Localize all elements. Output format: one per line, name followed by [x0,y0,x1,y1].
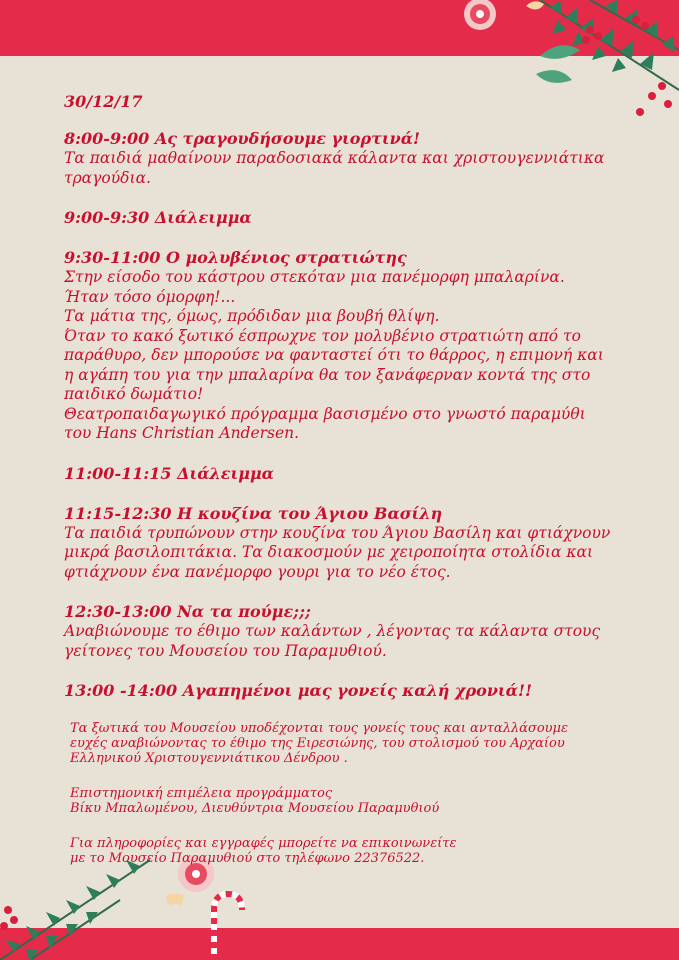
schedule-item-title: 8:00-9:00 Ας τραγουδήσουμε γιορτινά! [64,129,421,148]
notes-section [64,721,654,866]
schedule-item-description-line: παιδικό δωμάτιο! [64,385,204,403]
schedule-item-description-line: του Hans Christian Andersen. [64,424,300,442]
note-line: Για πληροφορίες και εγγραφές μπορείτε να επικοινωνείτε [70,836,457,851]
schedule-item [64,504,654,583]
schedule-item [64,129,654,188]
schedule-item-description-line: γείτονες του Μουσείου του Παραμυθιού. [64,641,387,660]
candy-icon [464,0,496,30]
program-content [64,92,654,886]
schedule-item [64,602,654,661]
schedule-item [64,681,654,701]
schedule-item [64,248,654,444]
schedule-list [64,129,654,701]
schedule-item-title: 9:30-11:00 Ο μολυβένιος στρατιώτης [64,248,407,267]
schedule-item-title: 11:00-11:15 Διάλειμμα [64,463,274,483]
schedule-item-title: 11:15-12:30 Η κουζίνα του Άγιου Βασίλη [64,503,443,523]
gift-bow-icon [166,894,184,906]
schedule-item-description-line: Τα παιδιά μαθαίνουν παραδοσιακά κάλαντα και χριστουγεννιάτικα [64,149,605,167]
note-line: Επιστημονική επιμέλεια προγράμματος [70,786,333,801]
note-line: Βίκυ Μπαλωμένου, Διευθύντρια Μουσείου Παραμυθιού [70,801,440,816]
schedule-item-description-line: Τα παιδιά τρυπώνουν στην κουζίνα του Άγιου Βασίλη και φτιάχνουν [64,523,611,542]
schedule-item-title: 13:00 -14:00 Αγαπημένοι μας γονείς καλή χρονιά!! [64,681,533,700]
schedule-item-description-line: Τα μάτια της, όμως, πρόδιδαν μια βουβή θλίψη. [64,307,440,325]
schedule-item-description-line: μικρά βασιλοπιτάκια. Τα διακοσμούν με χειροποίητα στολίδια και [64,543,594,561]
schedule-item-description-line: τραγούδια. [64,168,151,187]
schedule-item-description-line: παράθυρο, δεν μπορούσε να φανταστεί ότι το θάρρος, η επιμονή και [64,346,604,364]
schedule-item [64,208,654,228]
note-line: Ελληνικού Χριστουγεννιάτικου Δένδρου . [70,751,348,766]
schedule-item-description-line: Ήταν τόσο όμορφη!... [64,287,236,306]
note-paragraph [70,721,654,766]
note-line: Τα ξωτικά του Μουσείου υποδέχονται τους γονείς τους και ανταλλάσουμε [70,721,568,736]
note-paragraph [70,786,654,816]
note-paragraph [70,836,654,866]
schedule-item-title: 12:30-13:00 Να τα πούμε;;; [64,602,311,621]
event-date: 30/12/17 [64,92,143,111]
schedule-item-description-line: Στην είσοδο του κάστρου στεκόταν μια πανέμορφη μπαλαρίνα. [64,268,565,286]
schedule-item-description-line: Αναβιώνουμε το έθιμο των καλάντων , λέγοντας τα κάλαντα στους [64,622,601,640]
schedule-item-description-line: η αγάπη του για την μπαλαρίνα θα τον ξανάφερναν κοντά της στο [64,365,591,384]
schedule-item [64,464,654,484]
note-line: με το Μουσείο Παραμυθιού στο τηλέφωνο 22376522. [70,851,425,866]
schedule-item-description-line: Όταν το κακό ξωτικό έσπρωχνε τον μολυβένιο στρατιώτη από το [64,326,581,345]
note-line: ευχές αναβιώνοντας το έθιμο της Ειρεσιώνης, του στολισμού του Αρχαίου [70,736,565,751]
schedule-item-description-line: φτιάχνουν ένα πανέμορφο γουρι για το νέο έτος. [64,562,451,581]
schedule-item-description-line: Θεατροπαιδαγωγικό πρόγραμμα βασισμένο στο γνωστό παραμύθι [64,404,586,423]
schedule-item-title: 9:00-9:30 Διάλειμμα [64,208,252,227]
